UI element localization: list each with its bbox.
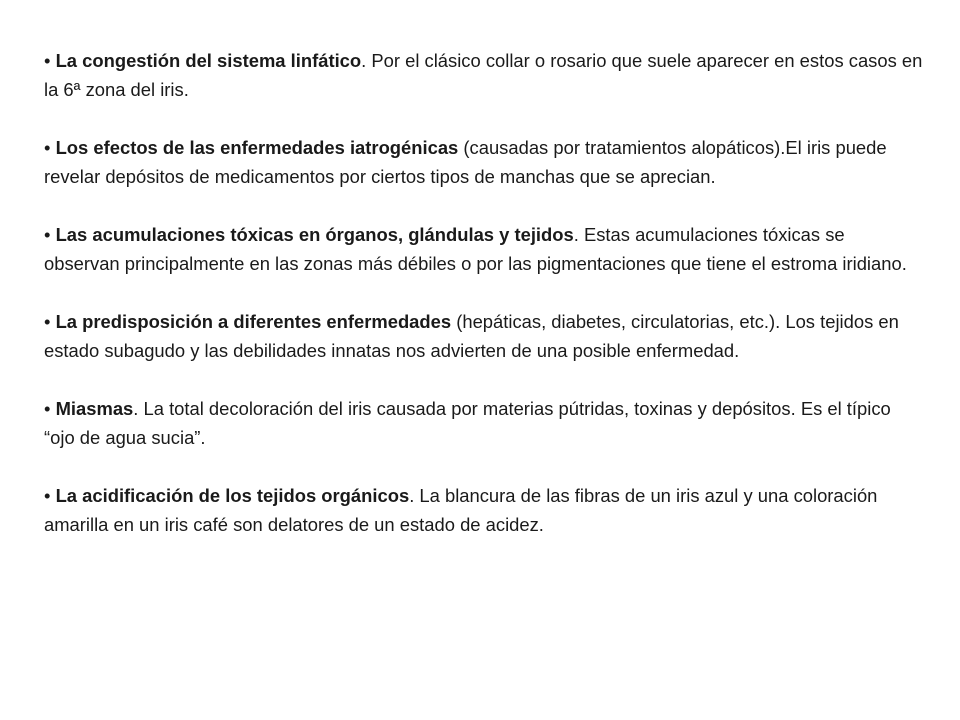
bullet-marker: • [44,398,51,419]
bullet-paragraph-predisposition [44,307,924,365]
bullet-marker: • [44,485,51,506]
paragraph-lead: La predisposición a diferentes enfermedades [55,311,452,332]
bullet-paragraph-acidification [44,481,924,539]
paragraph-text: . Por el clásico collar o rosario que suele aparecer en estos casos en la 6ª zona del iris. [44,50,923,100]
paragraph-text: (causadas por tratamientos alopáticos).El iris puede revelar depósitos de medicamentos por ciertos tipos de manchas que se aprecian. [44,137,887,187]
paragraph-text: . La blancura de las fibras de un iris azul y una coloración amarilla en un iris café son delatores de un estado de acidez. [44,485,878,535]
paragraph-lead: Miasmas [55,398,134,419]
bullet-marker: • [44,137,51,158]
paragraph-text: (hepáticas, diabetes, circulatorias, etc.). Los tejidos en estado subagudo y las debilidades innatas nos advierten de una posible enfermedad. [44,311,899,361]
paragraph-lead: Los efectos de las enfermedades iatrogénicas [55,137,459,158]
bullet-paragraph-iatrogenic [44,133,924,191]
bullet-marker: • [44,50,51,71]
bullet-paragraph-toxic [44,220,924,278]
paragraph-text: . La total decoloración del iris causada por materias pútridas, toxinas y depósitos. Es el típico “ojo de agua sucia”. [44,398,891,448]
paragraph-lead: La congestión del sistema linfático [55,50,362,71]
bullet-marker: • [44,224,51,245]
paragraph-lead: Las acumulaciones tóxicas en órganos, glándulas y tejidos [55,224,574,245]
slide-body [44,46,924,568]
bullet-paragraph-lymphatic [44,46,924,104]
bullet-marker: • [44,311,51,332]
paragraph-lead: La acidificación de los tejidos orgánicos [55,485,410,506]
bullet-paragraph-miasmas [44,394,924,452]
paragraph-text: . Estas acumulaciones tóxicas se observan principalmente en las zonas más débiles o por las pigmentaciones que tiene el estroma iridiano. [44,224,907,274]
